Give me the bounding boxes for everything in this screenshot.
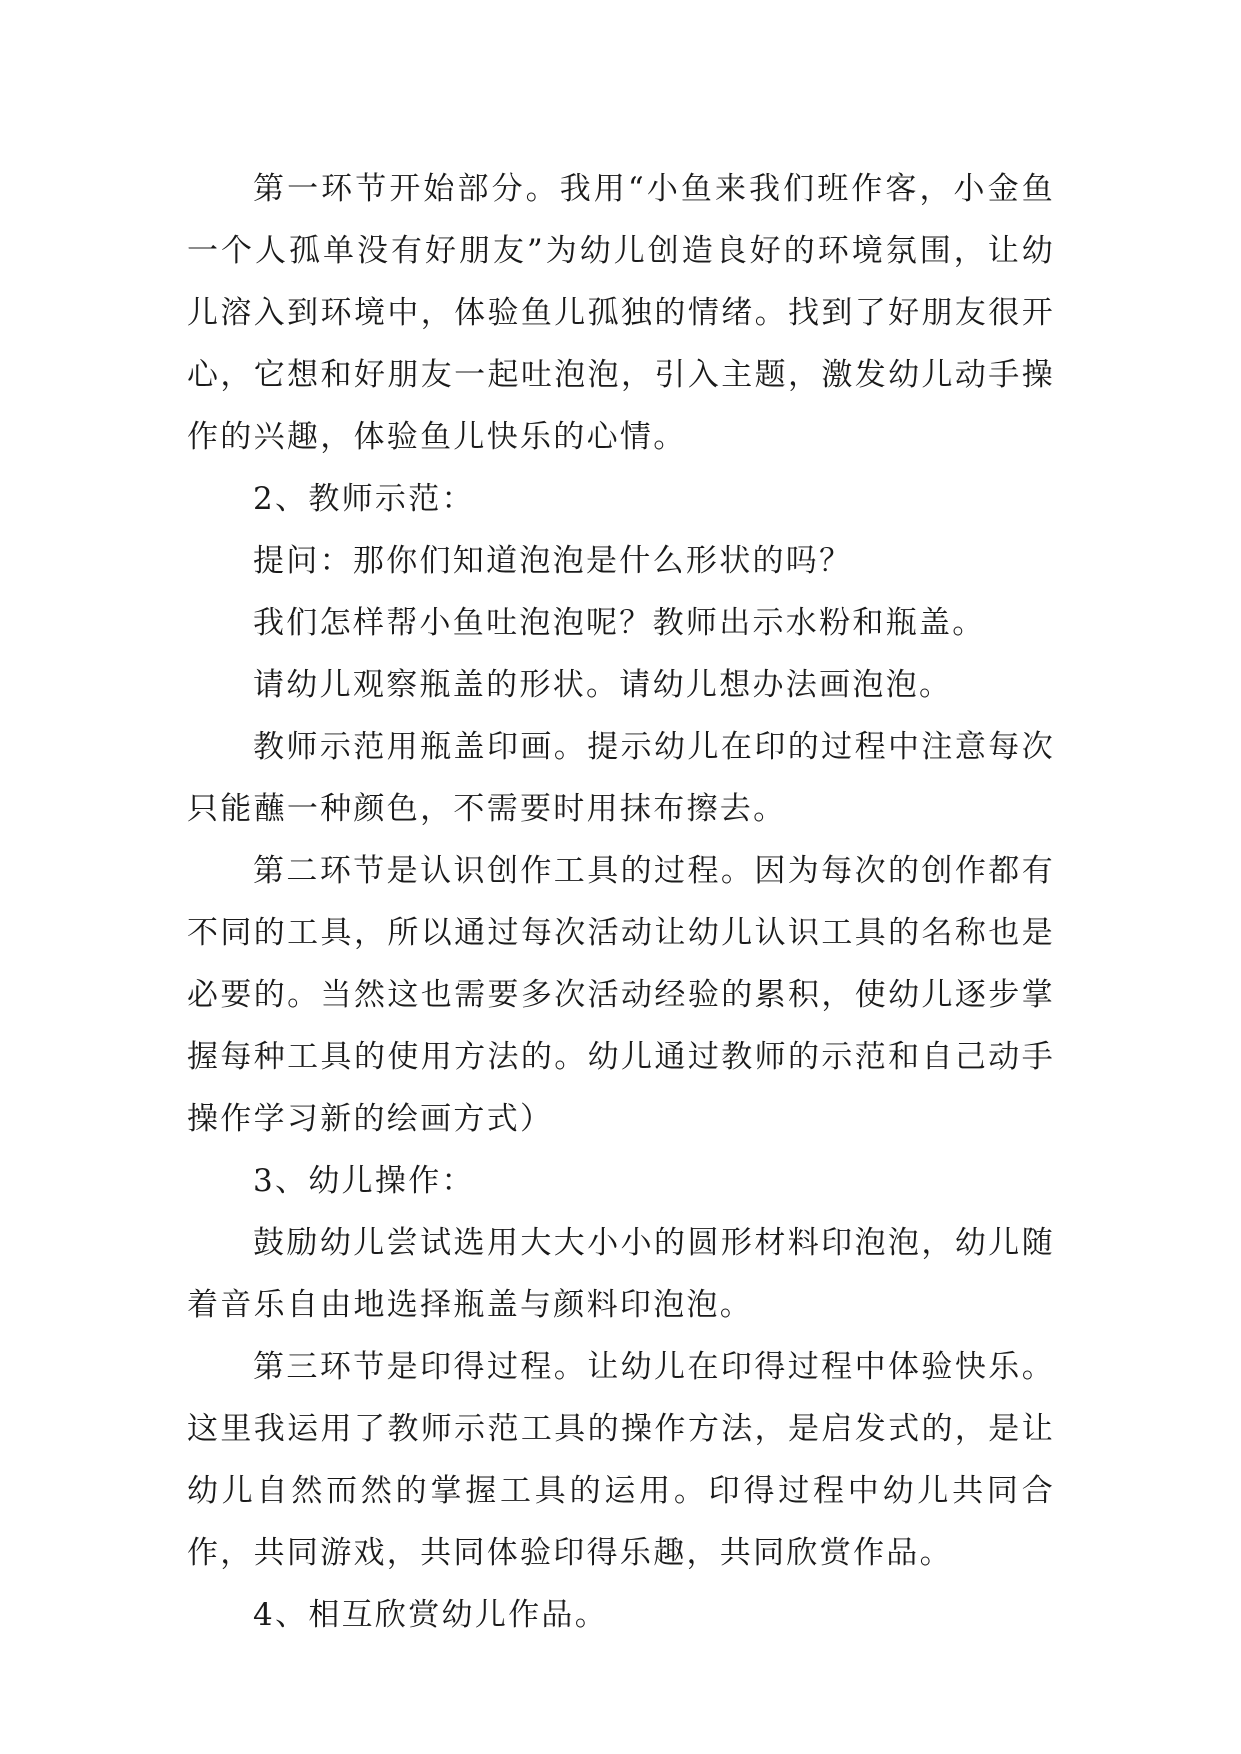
heading-child-operation: 3、幼儿操作： [253, 1163, 475, 1199]
paragraph-section-two: 第二环节是认识创作工具的过程。因为每次的创作都有不同的工具，所以通过每次活动让幼儿认识工具的名称也是必要的。当然这也需要多次活动经验的累积，使幼儿逐步掌握每种工具的使用方法的。幼儿通过教师的示范和自己动手操作学习新的绘画方式） [187, 853, 1055, 1137]
heading-appreciate-works: 4、相互欣赏幼儿作品。 [253, 1597, 609, 1633]
paragraph-demo-printing: 教师示范用瓶盖印画。提示幼儿在印的过程中注意每次只能蘸一种颜色，不需要时用抹布擦去。 [187, 729, 1055, 827]
paragraph-encourage: 鼓励幼儿尝试选用大大小小的圆形材料印泡泡，幼儿随着音乐自由地选择瓶盖与颜料印泡泡。 [187, 1225, 1055, 1323]
heading-teacher-demo: 2、教师示范： [253, 481, 475, 517]
paragraph-section-one: 第一环节开始部分。我用“小鱼来我们班作客，小金鱼一个人孤单没有好朋友”为幼儿创造良好的环境氛围，让幼儿溶入到环境中，体验鱼儿孤独的情绪。找到了好朋友很开心，它想和好朋友一起吐泡泡，引入主题，激发幼儿动手操作的兴趣，体验鱼儿快乐的心情。 [187, 171, 1055, 455]
paragraph-observe-cap: 请幼儿观察瓶盖的形状。请幼儿想办法画泡泡。 [253, 667, 953, 703]
paragraph-question: 提问：那你们知道泡泡是什么形状的吗？ [253, 543, 853, 579]
paragraph-help-fish: 我们怎样帮小鱼吐泡泡呢？教师出示水粉和瓶盖。 [253, 605, 986, 641]
paragraph-section-three: 第三环节是印得过程。让幼儿在印得过程中体验快乐。这里我运用了教师示范工具的操作方法，是启发式的，是让幼儿自然而然的掌握工具的运用。印得过程中幼儿共同合作，共同游戏，共同体验印得乐趣，共同欣赏作品。 [187, 1349, 1055, 1571]
document-body [187, 158, 1055, 1646]
